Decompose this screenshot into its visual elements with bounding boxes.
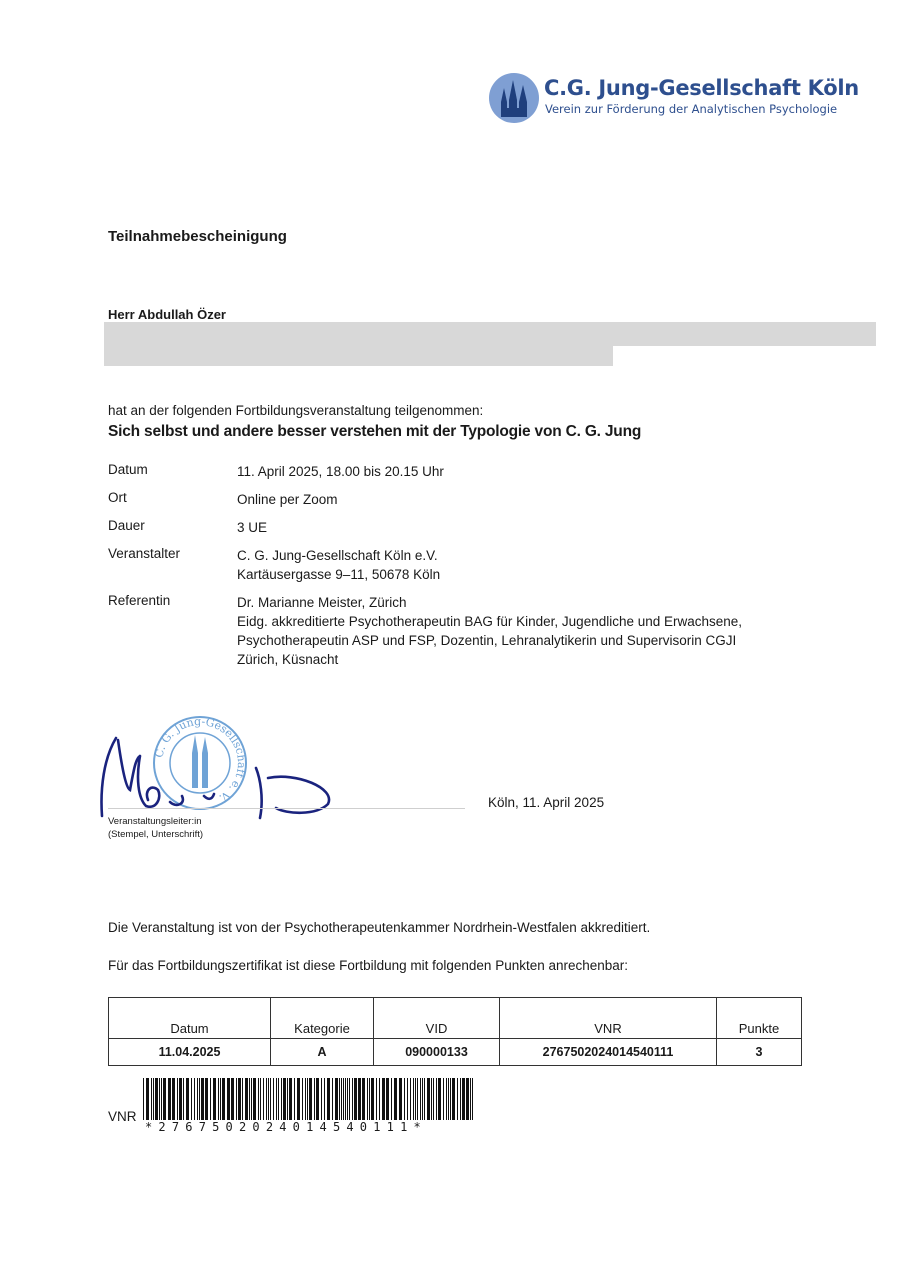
- barcode-bar: [457, 1078, 458, 1120]
- barcode-bar: [161, 1078, 162, 1120]
- table-cell: 3: [717, 1039, 802, 1066]
- barcode-bar: [153, 1078, 154, 1120]
- org-name: C.G. Jung-Gesellschaft Köln: [544, 76, 859, 100]
- barcode-bar: [210, 1078, 211, 1120]
- barcode-bar: [218, 1078, 219, 1120]
- barcode-bar: [283, 1078, 286, 1120]
- event-title: Sich selbst und andere besser verstehen mit der Typologie von C. G. Jung: [108, 423, 642, 440]
- barcode-bar: [249, 1078, 250, 1120]
- barcode-bar: [309, 1078, 312, 1120]
- barcode-bar: [399, 1078, 402, 1120]
- ort-value: Online per Zoom: [237, 492, 338, 507]
- barcode-bar: [168, 1078, 171, 1120]
- barcode-bar: [183, 1078, 184, 1120]
- barcode-bar: [448, 1078, 449, 1120]
- referentin-label: Referentin: [108, 593, 171, 608]
- barcode-bar: [415, 1078, 416, 1120]
- barcode-bar: [413, 1078, 414, 1120]
- veranstalter-label: Veranstalter: [108, 546, 181, 561]
- barcode-text: *2767502024014540111*: [145, 1120, 427, 1134]
- barcode-bar: [297, 1078, 300, 1120]
- signature-caption-line: Veranstaltungsleiter:in: [108, 816, 202, 827]
- barcode-bar: [302, 1078, 303, 1120]
- barcode-bar: [472, 1078, 473, 1120]
- referentin-line: Eidg. akkreditierte Psychotherapeutin BAG für Kinder, Jugendliche und Erwachsene,: [237, 614, 743, 629]
- datum-value: 11. April 2025, 18.00 bis 20.15 Uhr: [237, 464, 444, 479]
- veranstalter-line: Kartäusergasse 9–11, 50678 Köln: [237, 567, 441, 582]
- stamp-text: C. G. Jung-Gesellschaft e. V.: [152, 714, 249, 805]
- barcode-bar: [294, 1078, 295, 1120]
- barcode-bar: [213, 1078, 216, 1120]
- table-cell: 090000133: [374, 1039, 500, 1066]
- barcode-bar: [268, 1078, 269, 1120]
- barcode-bar: [391, 1078, 392, 1120]
- redaction-bar: [104, 322, 876, 346]
- barcode-bar: [281, 1078, 282, 1120]
- barcode-bar: [345, 1078, 346, 1120]
- signature-line: [108, 808, 465, 809]
- table-cell: 2767502024014540111: [500, 1039, 717, 1066]
- barcode-bar: [420, 1078, 421, 1120]
- barcode-bar: [427, 1078, 430, 1120]
- table-header-row: [109, 998, 802, 1039]
- barcode-bar: [307, 1078, 308, 1120]
- barcode-bar: [273, 1078, 274, 1120]
- barcode-bar: [431, 1078, 432, 1120]
- page-title: Teilnahmebescheinigung: [108, 228, 287, 245]
- points-table: [108, 997, 802, 1066]
- ort-label: Ort: [108, 490, 127, 505]
- barcode-bar: [343, 1078, 344, 1120]
- barcode-bar: [263, 1078, 264, 1120]
- barcode-bar: [186, 1078, 189, 1120]
- barcode-bar: [231, 1078, 234, 1120]
- barcode-bar: [227, 1078, 230, 1120]
- referentin-line: Psychotherapeutin ASP und FSP, Dozentin, Lehranalytikerin und Supervisorin CGJI: [237, 633, 737, 648]
- barcode-bar: [404, 1078, 405, 1120]
- barcode-bar: [347, 1078, 348, 1120]
- barcode-icon: [143, 1078, 509, 1120]
- barcode-bar: [436, 1078, 437, 1120]
- barcode-bar: [305, 1078, 306, 1120]
- table-cell: A: [271, 1039, 374, 1066]
- table-header: Kategorie: [271, 998, 374, 1039]
- barcode-bar: [394, 1078, 397, 1120]
- barcode-bar: [236, 1078, 237, 1120]
- barcode-bar: [422, 1078, 423, 1120]
- dauer-label: Dauer: [108, 518, 145, 533]
- barcode-bar: [143, 1078, 144, 1120]
- table-header: Datum: [109, 998, 271, 1039]
- barcode-bar: [238, 1078, 241, 1120]
- barcode-bar: [438, 1078, 441, 1120]
- barcode-bar: [258, 1078, 259, 1120]
- barcode-bar: [159, 1078, 160, 1120]
- barcode-bar: [222, 1078, 225, 1120]
- intro-text: hat an der folgenden Fortbildungsveranstaltung teilgenommen:: [108, 403, 484, 418]
- dauer-value: 3 UE: [237, 520, 268, 535]
- barcode-bar: [314, 1078, 315, 1120]
- accreditation-text: Die Veranstaltung ist von der Psychotherapeutenkammer Nordrhein-Westfalen akkreditiert.: [108, 920, 651, 935]
- barcode-bar: [266, 1078, 267, 1120]
- barcode-bar: [446, 1078, 447, 1120]
- veranstalter-value: [237, 546, 440, 584]
- barcode-bar: [450, 1078, 451, 1120]
- signature-caption-line: (Stempel, Unterschrift): [108, 829, 204, 840]
- barcode-bar: [443, 1078, 444, 1120]
- barcode-bar: [407, 1078, 408, 1120]
- barcode-bar: [376, 1078, 377, 1120]
- barcode-bar: [201, 1078, 204, 1120]
- barcode-bar: [205, 1078, 208, 1120]
- barcode-bar: [460, 1078, 461, 1120]
- barcode-bar: [358, 1078, 361, 1120]
- table-header: VNR: [500, 998, 717, 1039]
- barcode-bar: [379, 1078, 380, 1120]
- barcode-bar: [260, 1078, 261, 1120]
- barcode-bar: [352, 1078, 353, 1120]
- barcode-bar: [382, 1078, 385, 1120]
- barcode-bar: [349, 1078, 350, 1120]
- barcode-bar: [332, 1078, 333, 1120]
- org-tagline: Verein zur Förderung der Analytischen Psychologie: [545, 102, 838, 116]
- barcode-bar: [354, 1078, 357, 1120]
- barcode-bar: [386, 1078, 389, 1120]
- barcode-bar: [163, 1078, 166, 1120]
- barcode-bar: [146, 1078, 149, 1120]
- recipient-name: Herr Abdullah Özer: [108, 307, 226, 322]
- barcode-bar: [197, 1078, 198, 1120]
- org-logo: [488, 72, 859, 126]
- barcode-bar: [433, 1078, 434, 1120]
- barcode-bar: [410, 1078, 411, 1120]
- barcode-bar: [179, 1078, 182, 1120]
- barcode-bar: [327, 1078, 330, 1120]
- barcode-bar: [324, 1078, 325, 1120]
- referentin-value: [237, 593, 742, 669]
- barcode-bar: [335, 1078, 338, 1120]
- veranstalter-line: C. G. Jung-Gesellschaft Köln e.V.: [237, 548, 438, 563]
- signature-caption: [108, 815, 203, 841]
- barcode-bar: [424, 1078, 425, 1120]
- barcode-bar: [417, 1078, 418, 1120]
- barcode-bar: [470, 1078, 471, 1120]
- barcode-bar: [466, 1078, 469, 1120]
- datum-label: Datum: [108, 462, 148, 477]
- barcode-bar: [452, 1078, 455, 1120]
- barcode-bar: [270, 1078, 271, 1120]
- barcode-bar: [276, 1078, 277, 1120]
- barcode-bar: [155, 1078, 158, 1120]
- referentin-line: Dr. Marianne Meister, Zürich: [237, 595, 407, 610]
- barcode-bar: [245, 1078, 248, 1120]
- barcode-bar: [287, 1078, 288, 1120]
- redaction-bar: [104, 346, 613, 366]
- barcode-bar: [199, 1078, 200, 1120]
- table-header: Punkte: [717, 998, 802, 1039]
- barcode-bar: [339, 1078, 340, 1120]
- points-text: Für das Fortbildungszertifikat ist diese Fortbildung mit folgenden Punkten anrechenbar:: [108, 958, 629, 973]
- barcode-bar: [220, 1078, 221, 1120]
- barcode-bar: [278, 1078, 279, 1120]
- barcode-bar: [462, 1078, 465, 1120]
- referentin-line: Zürich, Küsnacht: [237, 652, 339, 667]
- barcode-bar: [253, 1078, 256, 1120]
- barcode-bar: [242, 1078, 243, 1120]
- place-date: Köln, 11. April 2025: [488, 795, 605, 810]
- barcode-bar: [289, 1078, 292, 1120]
- barcode-bar: [362, 1078, 365, 1120]
- barcode-bar: [371, 1078, 374, 1120]
- barcode-bar: [191, 1078, 192, 1120]
- cathedral-icon: [488, 72, 540, 124]
- table-row: [109, 1039, 802, 1066]
- table-cell: 11.04.2025: [109, 1039, 271, 1066]
- barcode-bar: [194, 1078, 195, 1120]
- barcode-bar: [367, 1078, 368, 1120]
- barcode-label: VNR: [108, 1109, 137, 1124]
- barcode-bar: [251, 1078, 252, 1120]
- barcode-bar: [341, 1078, 342, 1120]
- table-header: VID: [374, 998, 500, 1039]
- barcode-bar: [172, 1078, 175, 1120]
- barcode-bar: [177, 1078, 178, 1120]
- barcode-bar: [316, 1078, 319, 1120]
- barcode-bar: [369, 1078, 370, 1120]
- barcode-bar: [151, 1078, 152, 1120]
- barcode-bar: [321, 1078, 322, 1120]
